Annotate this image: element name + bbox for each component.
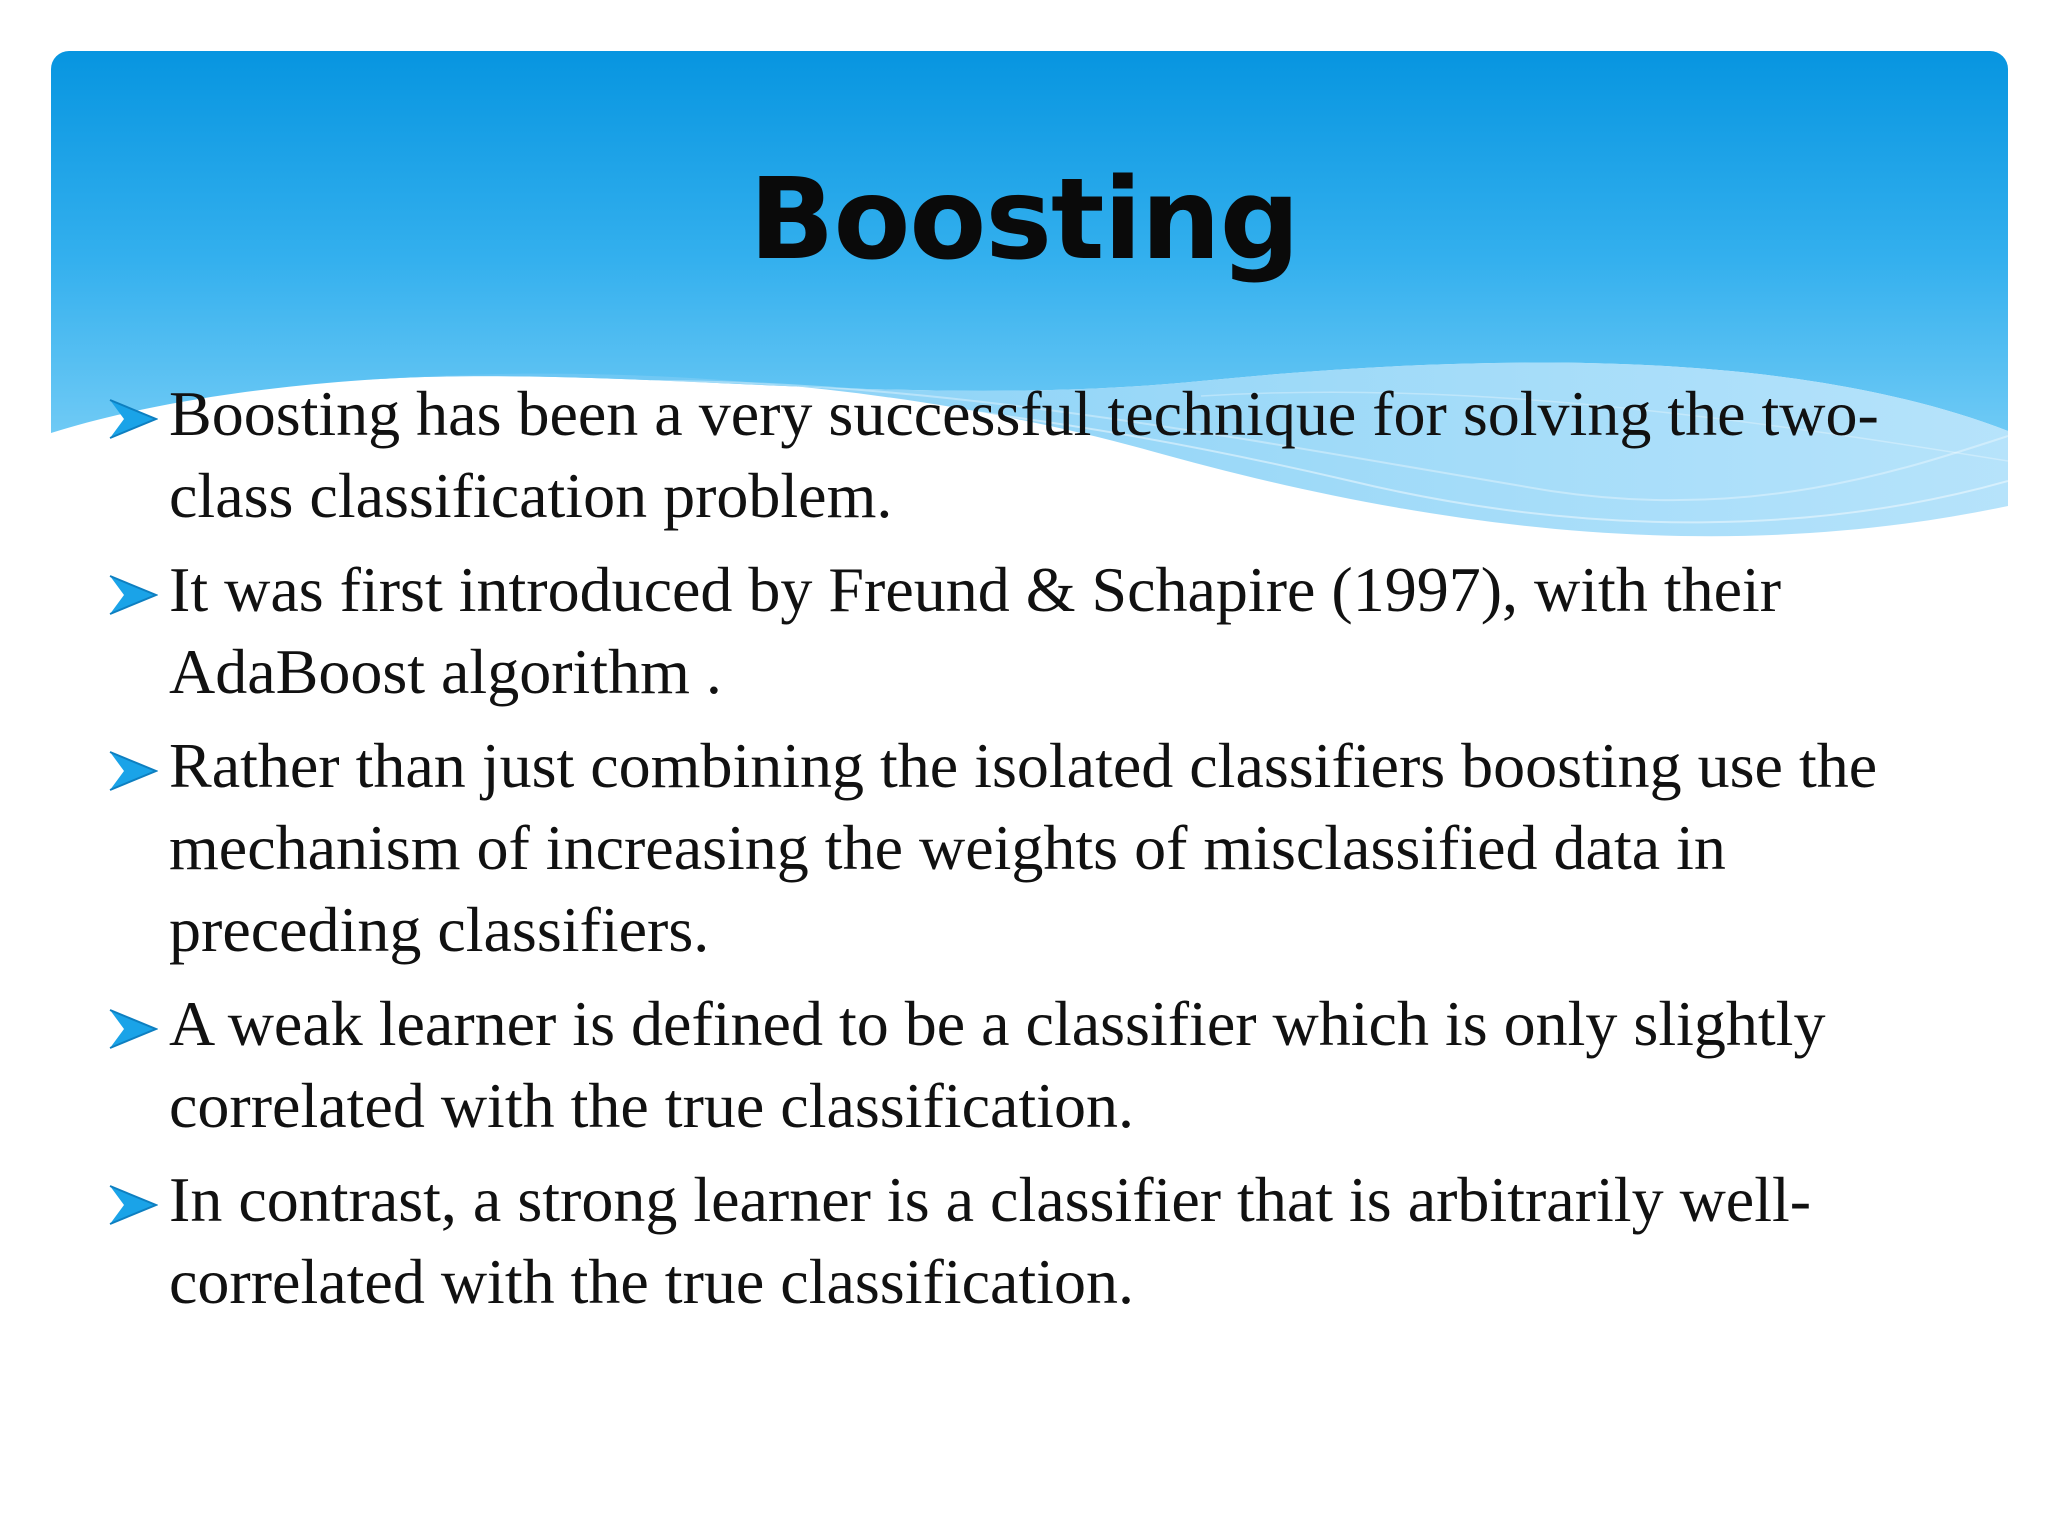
bullet-text: Rather than just combining the isolated classifiers boosting use the mechanism of increasing the weights of misclassified data in preceding classifiers. (169, 730, 1878, 965)
arrow-bullet-icon (108, 1007, 158, 1051)
slide-title: Boosting (749, 155, 1299, 285)
arrow-bullet-icon (108, 749, 158, 793)
bullet-text: It was first introduced by Freund & Schapire (1997), with their AdaBoost algorithm . (169, 554, 1782, 707)
bullet-list (108, 373, 1988, 1335)
bullet-text: In contrast, a strong learner is a classifier that is arbitrarily well-correlated with the true classification. (169, 1164, 1812, 1317)
bullet-item (108, 549, 1988, 713)
bullet-item (108, 725, 1988, 971)
bullet-text: Boosting has been a very successful technique for solving the two-class classification problem. (169, 378, 1879, 531)
bullet-item (108, 983, 1988, 1147)
arrow-bullet-icon (108, 1183, 158, 1227)
bullet-text: A weak learner is defined to be a classifier which is only slightly correlated with the true classification. (169, 988, 1826, 1141)
bullet-item (108, 1159, 1988, 1323)
bullet-item (108, 373, 1988, 537)
arrow-bullet-icon (108, 397, 158, 441)
arrow-bullet-icon (108, 573, 158, 617)
